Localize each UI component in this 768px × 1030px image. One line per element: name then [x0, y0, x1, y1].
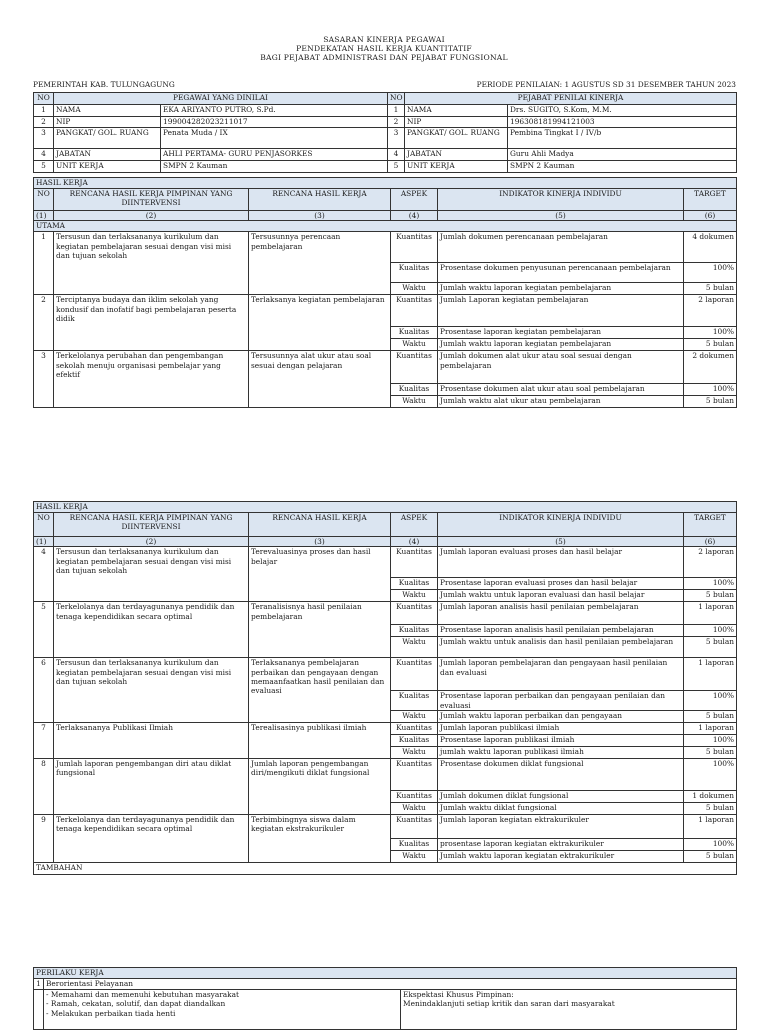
target-cell: 5 bulan [684, 396, 737, 408]
aspek-cell: Waktu [391, 850, 438, 862]
th-no: NO [34, 189, 54, 211]
indikator-cell: Jumlah waktu laporan kegiatan ektrakurikuler [438, 850, 684, 862]
aspek-cell: Kuantitas [391, 722, 438, 734]
hasil-row [34, 758, 737, 790]
indikator-cell: Jumlah laporan publikasi ilmiah [438, 722, 684, 734]
target-cell: 5 bulan [684, 590, 737, 602]
pegawai-row [34, 149, 737, 161]
rhk-pimpinan-cell: Terkelolanya perubahan dan pengembangan sekolah menuju organisasi pembelajar yang efektif [54, 351, 249, 408]
target-cell: 100% [684, 758, 737, 790]
row-no: 9 [34, 814, 54, 862]
indikator-cell: prosentase laporan kegiatan ektrakurikuler [438, 838, 684, 850]
aspek-cell: Kuantitas [391, 351, 438, 384]
pegawai-row [34, 105, 737, 117]
target-cell: 100% [684, 625, 737, 637]
pegawai-label: JABATAN [54, 149, 161, 161]
aspek-cell: Kuantitas [391, 758, 438, 790]
indikator-cell: jumlah waktu laporan publikasi ilmiah [438, 746, 684, 758]
aspek-cell: Waktu [391, 637, 438, 658]
th-aspek-2: ASPEK [391, 513, 438, 537]
th-target: TARGET [684, 189, 737, 211]
row-no: 5 [34, 602, 54, 658]
pegawai-value: SMPN 2 Kauman [161, 161, 388, 173]
indikator-cell: Jumlah laporan evaluasi proses dan hasil belajar [438, 547, 684, 578]
section-hasil-kerja: HASIL KERJA [34, 178, 737, 189]
pemerintah-label: PEMERINTAH KAB. TULUNGAGUNG [33, 80, 175, 89]
section-tambahan: TAMBAHAN [34, 862, 737, 874]
perilaku-point: - Melakukan perbaikan tiada henti [46, 1008, 176, 1018]
aspek-cell: Waktu [391, 802, 438, 814]
target-cell: 5 bulan [684, 637, 737, 658]
target-cell: 2 dokumen [684, 351, 737, 384]
rhk-pimpinan-cell: Terkelolanya dan terdayagunanya pendidik dan tenaga kependidikan secara optimal [54, 602, 249, 658]
rhk-pimpinan-cell: Jumlah laporan pengembangan diri atau diklat fungsional [54, 758, 249, 814]
rhk-pimpinan-cell: Tersusun dan terlaksananya kurikulum dan kegiatan pembelajaran sesuai dengan visi misi dan tujuan sekolah [54, 232, 249, 295]
rhk-cell: Jumlah laporan pengembangan diri/mengikuti diklat fungsional [249, 758, 391, 814]
row-no: 7 [34, 722, 54, 758]
pegawai-no: 3 [34, 128, 54, 149]
indikator-cell: Prosentase laporan publikasi ilmiah [438, 734, 684, 746]
hasil-row [34, 547, 737, 578]
perilaku-point: - Ramah, cekatan, solutif, dan dapat diandalkan [46, 999, 226, 1009]
penilai-no: 4 [388, 149, 405, 161]
section-perilaku: PERILAKU KERJA [34, 968, 737, 979]
doc-subtitle: PENDEKATAN HASIL KERJA KUANTITATIF [296, 44, 472, 53]
th-rhk-2: RENCANA HASIL KERJA [249, 513, 391, 537]
indikator-cell: Jumlah Laporan kegiatan pembelajaran [438, 295, 684, 327]
indikator-cell: Prosentase laporan kegiatan pembelajaran [438, 327, 684, 339]
target-cell: 1 dokumen [684, 790, 737, 802]
penilai-no: 1 [388, 105, 405, 117]
th-n6: (6) [684, 211, 737, 221]
hasil-row [34, 295, 737, 327]
doc-title: SASARAN KINERJA PEGAWAI [323, 35, 445, 44]
target-cell: 5 bulan [684, 802, 737, 814]
indikator-cell: Jumlah dokumen diklat fungsional [438, 790, 684, 802]
row-no: 1 [34, 232, 54, 295]
hasil-row [34, 351, 737, 384]
indikator-cell: Prosentase dokumen diklat fungsional [438, 758, 684, 790]
target-cell: 2 laporan [684, 295, 737, 327]
indikator-cell: Jumlah laporan analisis hasil penilaian pembelajaran [438, 602, 684, 625]
target-cell: 1 laporan [684, 658, 737, 691]
rhk-cell: Terealisasinya publikasi ilmiah [249, 722, 391, 758]
target-cell: 1 laporan [684, 722, 737, 734]
aspek-cell: Kualitas [391, 734, 438, 746]
target-cell: 100% [684, 263, 737, 283]
target-cell: 100% [684, 838, 737, 850]
target-cell: 4 dokumen [684, 232, 737, 263]
aspek-cell: Kualitas [391, 578, 438, 590]
target-cell: 5 bulan [684, 283, 737, 295]
th-n4-2: (4) [391, 537, 438, 547]
ekspektasi-value: Menindaklanjuti setiap kritik dan saran dari masyarakat [403, 999, 615, 1009]
th-n3: (3) [249, 211, 391, 221]
rhk-cell: Terevaluasinya proses dan hasil belajar [249, 547, 391, 602]
hasil-row [34, 658, 737, 691]
pegawai-label: PANGKAT/ GOL. RUANG [54, 128, 161, 149]
col-penilai: PEJABAT PENILAI KINERJA [405, 93, 737, 105]
indikator-cell: Jumlah laporan pembelajaran dan pengayaan hasil penilaian dan evaluasi [438, 658, 684, 691]
aspek-cell: Kualitas [391, 838, 438, 850]
th-n2-2: (2) [54, 537, 249, 547]
section-hasil-kerja-2: HASIL KERJA [34, 502, 737, 513]
indikator-cell: Jumlah waktu laporan kegiatan pembelajaran [438, 339, 684, 351]
periode-label: PERIODE PENILAIAN: 1 AGUSTUS SD 31 DESEMBER TAHUN 2023 [476, 80, 736, 89]
aspek-cell: Waktu [391, 590, 438, 602]
rhk-cell: Terlaksanya kegiatan pembelajaran [249, 295, 391, 351]
col-no-2: NO [388, 93, 405, 105]
aspek-cell: Kuantitas [391, 547, 438, 578]
indikator-cell: Prosentase dokumen penyusunan perencanaan pembelajaran [438, 263, 684, 283]
perilaku-title: Berorientasi Pelayanan [44, 979, 737, 990]
aspek-cell: Waktu [391, 283, 438, 295]
pegawai-row [34, 161, 737, 173]
block2-body [34, 547, 737, 863]
indikator-cell: Jumlah dokumen alat ukur atau soal sesuai dengan pembelajaran [438, 351, 684, 384]
th-rhk: RENCANA HASIL KERJA [249, 189, 391, 211]
pegawai-body [34, 105, 737, 173]
rhk-pimpinan-cell: Terkelolanya dan terdayagunanya pendidik dan tenaga kependidikan secara optimal [54, 814, 249, 862]
penilai-label: NIP [405, 117, 508, 128]
target-cell: 1 laporan [684, 814, 737, 838]
target-cell: 100% [684, 578, 737, 590]
penilai-label: JABATAN [405, 149, 508, 161]
pegawai-value: EKA ARIYANTO PUTRO, S.Pd. [161, 105, 388, 117]
aspek-cell: Kuantitas [391, 814, 438, 838]
target-cell: 100% [684, 327, 737, 339]
aspek-cell: Waktu [391, 710, 438, 722]
aspek-cell: Kualitas [391, 384, 438, 396]
pegawai-value: 199004282023211017 [161, 117, 388, 128]
aspek-cell: Kualitas [391, 625, 438, 637]
pegawai-no: 4 [34, 149, 54, 161]
rhk-cell: Tersusunnya alat ukur atau soal sesuai dengan pelajaran [249, 351, 391, 408]
aspek-cell: Waktu [391, 396, 438, 408]
indikator-cell: Jumlah laporan kegiatan ektrakurikuler [438, 814, 684, 838]
row-no: 3 [34, 351, 54, 408]
target-cell: 100% [684, 734, 737, 746]
aspek-cell: Kuantitas [391, 602, 438, 625]
pegawai-label: NIP [54, 117, 161, 128]
meta-row [33, 80, 736, 90]
th-n4: (4) [391, 211, 438, 221]
target-cell: 5 bulan [684, 339, 737, 351]
target-cell: 1 laporan [684, 602, 737, 625]
penilai-no: 2 [388, 117, 405, 128]
ekspektasi-label: Ekspektasi Khusus Pimpinan: [403, 990, 514, 999]
penilai-label: NAMA [405, 105, 508, 117]
hasil-row [34, 602, 737, 625]
indikator-cell: Prosentase dokumen alat ukur atau soal pembelajaran [438, 384, 684, 396]
th-rhk-pimpinan: RENCANA HASIL KERJA PIMPINAN YANG DIINTERVENSI [54, 189, 249, 211]
target-cell: 100% [684, 384, 737, 396]
th-n2: (2) [54, 211, 249, 221]
aspek-cell: Waktu [391, 339, 438, 351]
aspek-cell: Kualitas [391, 691, 438, 711]
aspek-cell: Kualitas [391, 263, 438, 283]
rhk-pimpinan-cell: Tersusun dan terlaksananya kurikulum dan kegiatan pembelajaran sesuai dengan visi misi dan tujuan sekolah [54, 547, 249, 602]
block1-body [34, 232, 737, 408]
perilaku-point: - Memahami dan memenuhi kebutuhan masyarakat [46, 990, 240, 999]
col-no: NO [34, 93, 54, 105]
col-dinilai: PEGAWAI YANG DINILAI [54, 93, 388, 105]
th-indikator: INDIKATOR KINERJA INDIVIDU [438, 189, 684, 211]
indikator-cell: Jumlah waktu diklat fungsional [438, 802, 684, 814]
indikator-cell: Jumlah waktu laporan perbaikan dan pengayaan [438, 710, 684, 722]
hasil-kerja-table-2 [33, 501, 737, 875]
th-n1: (1) [34, 211, 54, 221]
rhk-pimpinan-cell: Terlaksananya Publikasi Ilmiah [54, 722, 249, 758]
hasil-row [34, 232, 737, 263]
row-no: 4 [34, 547, 54, 602]
th-n5: (5) [438, 211, 684, 221]
indikator-cell: Prosentase laporan evaluasi proses dan hasil belajar [438, 578, 684, 590]
pegawai-row [34, 117, 737, 128]
rhk-cell: Tersusunnya perencaan pembelajaran [249, 232, 391, 295]
penilai-no: 3 [388, 128, 405, 149]
pegawai-no: 5 [34, 161, 54, 173]
th-target-2: TARGET [684, 513, 737, 537]
indikator-cell: Jumlah dokumen perencanaan pembelajaran [438, 232, 684, 263]
hasil-row [34, 814, 737, 838]
penilai-label: UNIT KERJA [405, 161, 508, 173]
pegawai-table [33, 92, 737, 173]
rhk-pimpinan-cell: Terciptanya budaya dan iklim sekolah yang kondusif dan inofatif bagi pembelajaran peserta didik [54, 295, 249, 351]
pegawai-no: 2 [34, 117, 54, 128]
aspek-cell: Kuantitas [391, 295, 438, 327]
th-n1-2: (1) [34, 537, 54, 547]
aspek-cell: Waktu [391, 746, 438, 758]
pegawai-label: UNIT KERJA [54, 161, 161, 173]
perilaku-table [33, 967, 737, 1030]
indikator-cell: Prosentase laporan perbaikan dan pengayaan penilaian dan evaluasi [438, 691, 684, 711]
hasil-kerja-table-1 [33, 177, 737, 408]
th-indikator-2: INDIKATOR KINERJA INDIVIDU [438, 513, 684, 537]
pegawai-value: Penata Muda / IX [161, 128, 388, 149]
pegawai-no: 1 [34, 105, 54, 117]
row-no: 2 [34, 295, 54, 351]
penilai-value: Guru Ahli Madya [508, 149, 737, 161]
penilai-value: SMPN 2 Kauman [508, 161, 737, 173]
pegawai-label: NAMA [54, 105, 161, 117]
th-aspek: ASPEK [391, 189, 438, 211]
penilai-label: PANGKAT/ GOL. RUANG [405, 128, 508, 149]
penilai-value: 196308181994121003 [508, 117, 737, 128]
indikator-cell: Jumlah waktu laporan kegiatan pembelajaran [438, 283, 684, 295]
th-rhk-pimpinan-2: RENCANA HASIL KERJA PIMPINAN YANG DIINTERVENSI [54, 513, 249, 537]
pegawai-row [34, 128, 737, 149]
row-no: 6 [34, 658, 54, 723]
doc-subtitle-2: BAGI PEJABAT ADMINISTRASI DAN PEJABAT FUNGSIONAL [260, 53, 508, 62]
hasil-row [34, 722, 737, 734]
section-utama: UTAMA [34, 221, 737, 232]
aspek-cell: Kualitas [391, 327, 438, 339]
indikator-cell: Jumlah waktu alat ukur atau pembelajaran [438, 396, 684, 408]
rhk-pimpinan-cell: Tersusun dan terlaksananya kurikulum dan kegiatan pembelajaran sesuai dengan visi misi dan tujuan sekolah [54, 658, 249, 723]
aspek-cell: Kuantitas [391, 232, 438, 263]
target-cell: 5 bulan [684, 746, 737, 758]
aspek-cell: Kuantitas [391, 790, 438, 802]
th-no-2: NO [34, 513, 54, 537]
row-no: 8 [34, 758, 54, 814]
pegawai-value: AHLI PERTAMA- GURU PENJASORKES [161, 149, 388, 161]
target-cell: 5 bulan [684, 710, 737, 722]
rhk-cell: Terbimbingnya siswa dalam kegiatan ekstrakurikuler [249, 814, 391, 862]
aspek-cell: Kuantitas [391, 658, 438, 691]
th-n6-2: (6) [684, 537, 737, 547]
target-cell: 100% [684, 691, 737, 711]
target-cell: 2 laporan [684, 547, 737, 578]
indikator-cell: Jumlah waktu untuk analisis dan hasil penilaian pembelajaran [438, 637, 684, 658]
penilai-value: Pembina Tingkat I / IV/b [508, 128, 737, 149]
indikator-cell: Prosentase laporan analisis hasil penilaian pembelajaran [438, 625, 684, 637]
indikator-cell: Jumlah waktu untuk laporan evaluasi dan hasil belajar [438, 590, 684, 602]
penilai-no: 5 [388, 161, 405, 173]
th-n5-2: (5) [438, 537, 684, 547]
rhk-cell: Terlaksananya pembelajaran perbaikan dan pengayaan dengan memaanfaatkan hasil penilaian dan evaluasi [249, 658, 391, 723]
th-n3-2: (3) [249, 537, 391, 547]
target-cell: 5 bulan [684, 850, 737, 862]
rhk-cell: Teranalisisnya hasil penilaian pembelajaran [249, 602, 391, 658]
perilaku-no: 1 [34, 979, 44, 990]
penilai-value: Drs. SUGITO, S.Kom, M.M. [508, 105, 737, 117]
